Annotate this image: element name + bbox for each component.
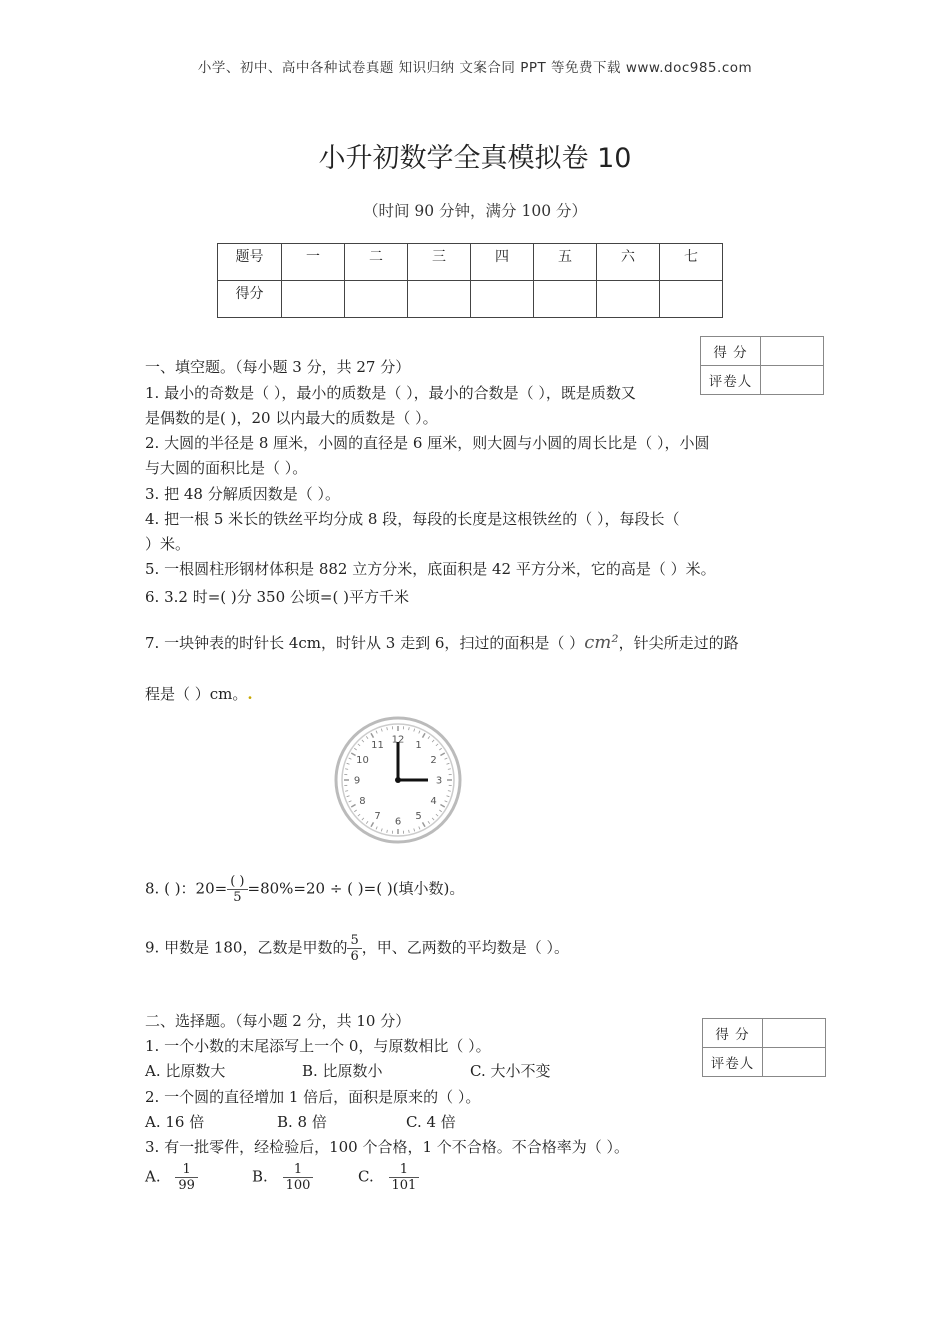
q3: 3. 把 48 分解质因数是（ ）。	[145, 485, 340, 503]
s2-q3: 3. 有一批零件，经检验后，100 个合格，1 个不合格。不合格率为（ ）。	[145, 1138, 630, 1156]
opt-fraction	[175, 1162, 198, 1193]
clock-number: 7	[374, 811, 381, 823]
s2-q2: 2. 一个圆的直径增加 1 倍后，面积是原来的（ ）。	[145, 1088, 481, 1106]
frac-num: 1	[389, 1162, 420, 1178]
site-header: 小学、初中、高中各种试卷真题 知识归纳 文案合同 PPT 等免费下载 www.doc985.com	[197, 60, 753, 76]
clock-number: 12	[391, 734, 405, 746]
s2-q1-opt-a: A. 比原数大	[145, 1062, 226, 1080]
score-cell: 二	[345, 244, 408, 281]
grader-score-blank[interactable]	[763, 1019, 826, 1048]
q9-frac-den: 6	[350, 949, 359, 964]
score-cell: 六	[597, 244, 660, 281]
clock-number: 1	[415, 739, 422, 751]
frac-den: 101	[391, 1178, 417, 1193]
mark-dot: .	[247, 685, 253, 703]
clock-number: 2	[430, 755, 437, 766]
grader-name-label: 评卷人	[701, 366, 761, 395]
opt-fraction	[283, 1162, 314, 1193]
grader-name-blank[interactable]	[761, 366, 824, 395]
q2-line2: 与大圆的面积比是（ ）。	[145, 459, 308, 477]
grader-score-label: 得 分	[701, 337, 761, 366]
q2-line1: 2. 大圆的半径是 8 厘米，小圆的直径是 6 厘米，则大圆与小圆的周长比是（ ），小圆	[145, 434, 710, 452]
grader-box-section2	[702, 1018, 826, 1077]
s2-q2-opt-c: C. 4 倍	[406, 1113, 456, 1131]
q7-text-2: 程是（ ）cm。	[145, 685, 248, 703]
grader-box-section1	[700, 336, 824, 395]
score-blank[interactable]	[534, 281, 597, 318]
page-title: 小升初数学全真模拟卷 10	[318, 143, 632, 174]
q9-text: 9. 甲数是 180，乙数是甲数的	[145, 938, 348, 957]
s2-q2-opt-b: B. 8 倍	[277, 1113, 327, 1131]
score-cell: 五	[534, 244, 597, 281]
clock-figure	[334, 716, 462, 844]
clock-number: 9	[353, 775, 361, 787]
score-cell: 一	[282, 244, 345, 281]
score-cell: 七	[660, 244, 723, 281]
q4-line1: 4. 把一根 5 米长的铁丝平均分成 8 段，每段的长度是这根铁丝的（ ），每段长（	[145, 510, 680, 528]
frac-den: 99	[178, 1178, 195, 1193]
q6: 6. 3.2 时=( )分 350 公顷=( )平方千米	[145, 588, 409, 606]
s2-q3-opt-a	[145, 1162, 198, 1193]
frac-num: 1	[175, 1162, 198, 1178]
clock-number: 3	[435, 775, 443, 787]
clock-number: 8	[359, 796, 366, 807]
clock-center	[395, 777, 401, 783]
q7-line1	[145, 632, 739, 653]
s2-q3-opt-b	[252, 1162, 313, 1193]
q8	[145, 874, 464, 905]
q1-line1: 1. 最小的奇数是（ ），最小的质数是（ ），最小的合数是（ ），既是质数又	[145, 384, 636, 402]
q7-text: 7. 一块钟表的时针长 4cm，时针从 3 走到 6，扫过的面积是（ ）	[145, 634, 585, 652]
clock-number: 11	[371, 739, 384, 751]
score-blank[interactable]	[660, 281, 723, 318]
clock-number: 10	[356, 755, 369, 766]
q9-fraction	[347, 933, 361, 964]
grader-score-blank[interactable]	[761, 337, 824, 366]
frac-num: 1	[283, 1162, 314, 1178]
s2-q1-opt-b: B. 比原数小	[302, 1062, 383, 1080]
section2-heading: 二、选择题。（每小题 2 分，共 10 分）	[145, 1012, 411, 1030]
score-blank[interactable]	[345, 281, 408, 318]
s2-q1: 1. 一个小数的末尾添写上一个 0，与原数相比（ ）。	[145, 1037, 491, 1055]
score-table	[217, 243, 723, 318]
opt-fraction	[389, 1162, 420, 1193]
q8-frac-den: 5	[233, 890, 242, 905]
score-table-header-row	[218, 244, 723, 281]
q8-fraction	[227, 874, 247, 905]
score-cell: 三	[408, 244, 471, 281]
q7-line2	[145, 683, 253, 704]
q1-line2: 是偶数的是( )，20 以内最大的质数是（ ）。	[145, 409, 438, 427]
score-cell: 得分	[218, 281, 282, 318]
grader-name-blank[interactable]	[763, 1048, 826, 1077]
q8-text: 8. ( )：20=	[145, 879, 228, 898]
q4-line2: ）米。	[145, 535, 191, 553]
q9	[145, 933, 569, 964]
clock-number: 4	[430, 796, 437, 807]
s2-q3-opt-c	[358, 1162, 419, 1193]
frac-den: 100	[285, 1178, 311, 1193]
score-blank[interactable]	[408, 281, 471, 318]
score-cell: 题号	[218, 244, 282, 281]
s2-q1-opt-c: C. 大小不变	[470, 1062, 551, 1080]
grader-score-label: 得 分	[703, 1019, 763, 1048]
score-blank[interactable]	[597, 281, 660, 318]
q8-text-tail: =80%=20 ÷ ( )=( )(填小数)。	[247, 879, 465, 898]
score-table-score-row	[218, 281, 723, 318]
q7-text-tail: ，针尖所走过的路	[618, 634, 739, 652]
q9-frac-num: 5	[347, 933, 361, 949]
q8-frac-num: ( )	[227, 874, 247, 890]
opt-label: A.	[145, 1167, 161, 1186]
q9-text-tail: ，甲、乙两数的平均数是（ ）。	[361, 938, 570, 957]
section1-heading: 一、填空题。（每小题 3 分，共 27 分）	[145, 358, 411, 376]
score-blank[interactable]	[471, 281, 534, 318]
s2-q2-opt-a: A. 16 倍	[145, 1113, 205, 1131]
opt-label: B.	[252, 1167, 268, 1186]
exam-subtitle: （时间 90 分钟，满分 100 分）	[362, 202, 588, 220]
opt-label: C.	[358, 1167, 374, 1186]
score-blank[interactable]	[282, 281, 345, 318]
q7-unit: cm²	[584, 632, 619, 653]
q5: 5. 一根圆柱形钢材体积是 882 立方分米，底面积是 42 平方分米，它的高是（ ）米。	[145, 560, 716, 578]
clock-number: 5	[415, 811, 422, 823]
clock-number: 6	[394, 816, 402, 828]
score-cell: 四	[471, 244, 534, 281]
grader-name-label: 评卷人	[703, 1048, 763, 1077]
